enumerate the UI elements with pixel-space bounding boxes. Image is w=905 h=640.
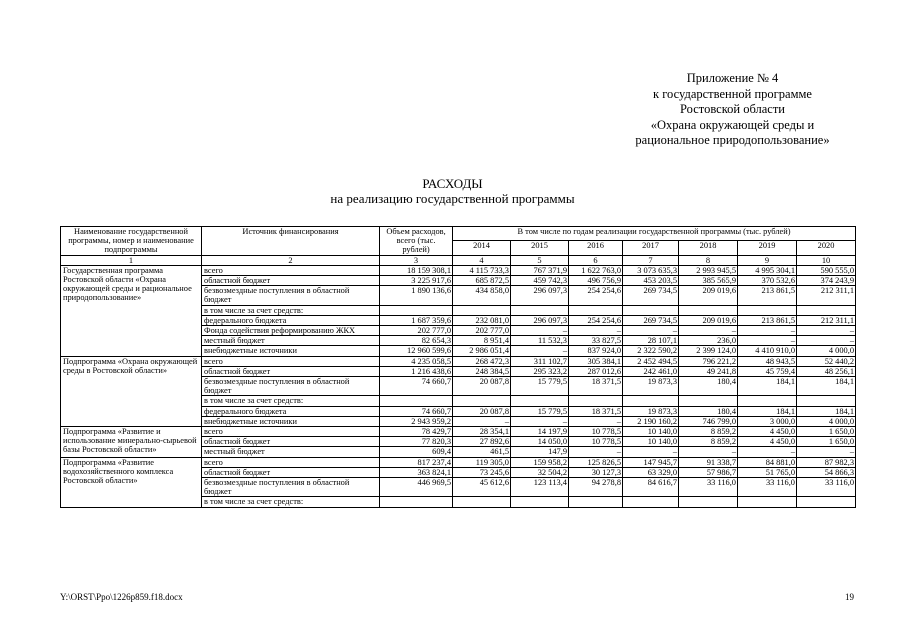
year-value: 147,9 <box>511 447 569 457</box>
year-value: 1 650,0 <box>797 427 856 437</box>
year-value: 184,1 <box>738 377 797 396</box>
year-value: 159 958,2 <box>511 457 569 467</box>
total-value: 817 237,4 <box>380 457 453 467</box>
year-value: – <box>453 416 511 426</box>
year-value: 590 555,0 <box>797 265 856 275</box>
year-value: 32 504,2 <box>511 467 569 477</box>
year-value: 4 000,0 <box>797 346 856 356</box>
column-number: 2 <box>202 255 380 265</box>
header-name: Наименование государственной программы, номер и наименование подпрограммы <box>61 227 202 256</box>
year-value: 296 097,3 <box>511 315 569 325</box>
header-year: 2019 <box>738 241 797 255</box>
year-value <box>738 497 797 507</box>
year-value: 212 311,1 <box>797 315 856 325</box>
funding-source: областной бюджет <box>202 467 380 477</box>
year-value <box>569 305 623 315</box>
year-value: – <box>797 326 856 336</box>
footer-file-path: Y:\ORST\Ppo\1226p859.f18.docx <box>60 592 183 602</box>
funding-source: Фонда содействия реформированию ЖКХ <box>202 326 380 336</box>
year-value: 374 243,9 <box>797 276 856 286</box>
year-value: 10 778,5 <box>569 437 623 447</box>
year-value: 461,5 <box>453 447 511 457</box>
year-value: – <box>797 447 856 457</box>
year-value: 63 329,0 <box>623 467 679 477</box>
year-value: 33 827,5 <box>569 336 623 346</box>
year-value: 254 254,6 <box>569 315 623 325</box>
total-value: 74 660,7 <box>380 406 453 416</box>
year-value: 4 410 910,0 <box>738 346 797 356</box>
year-value: 4 115 733,3 <box>453 265 511 275</box>
year-value: 184,1 <box>797 406 856 416</box>
header-source: Источник финансирования <box>202 227 380 256</box>
year-value: 184,1 <box>797 377 856 396</box>
year-value: 28 107,1 <box>623 336 679 346</box>
header-year: 2016 <box>569 241 623 255</box>
year-value <box>623 396 679 406</box>
year-value: 209 019,6 <box>679 286 738 305</box>
year-value: 49 241,8 <box>679 366 738 376</box>
table-row <box>61 356 856 366</box>
year-value: 147 945,7 <box>623 457 679 467</box>
year-value: 30 127,3 <box>569 467 623 477</box>
appendix-line: рациональное природопользование» <box>635 133 830 148</box>
funding-source: федерального бюджета <box>202 315 380 325</box>
year-value: – <box>623 447 679 457</box>
appendix-line: «Охрана окружающей среды и <box>650 117 815 132</box>
total-value: 82 654,3 <box>380 336 453 346</box>
year-value <box>797 396 856 406</box>
year-value: – <box>569 416 623 426</box>
funding-source: безвозмездные поступления в областной бюджет <box>202 377 380 396</box>
year-value: 4 995 304,1 <box>738 265 797 275</box>
year-value: 236,0 <box>679 336 738 346</box>
year-value: 254 254,6 <box>569 286 623 305</box>
column-number: 5 <box>511 255 569 265</box>
year-value: 51 765,0 <box>738 467 797 477</box>
year-value: 28 354,1 <box>453 427 511 437</box>
funding-source: безвозмездные поступления в областной бюджет <box>202 478 380 497</box>
year-value: – <box>797 336 856 346</box>
year-value <box>453 497 511 507</box>
year-value: 10 778,5 <box>569 427 623 437</box>
year-value: 202 777,0 <box>453 326 511 336</box>
year-value <box>679 305 738 315</box>
column-number: 7 <box>623 255 679 265</box>
year-value: – <box>511 346 569 356</box>
year-value <box>738 396 797 406</box>
year-value <box>738 305 797 315</box>
year-value: 19 873,3 <box>623 377 679 396</box>
appendix-line: к государственной программе <box>653 86 812 101</box>
year-value: 18 371,5 <box>569 377 623 396</box>
year-value: – <box>679 447 738 457</box>
header-year: 2017 <box>623 241 679 255</box>
year-value: 10 140,0 <box>623 427 679 437</box>
appendix-line: Ростовской области <box>680 102 785 117</box>
year-value: 2 452 494,5 <box>623 356 679 366</box>
year-value: 287 012,6 <box>569 366 623 376</box>
year-value: 8 859,2 <box>679 437 738 447</box>
page-number: 19 <box>845 592 854 602</box>
year-value: 18 371,5 <box>569 406 623 416</box>
year-value: 2 322 590,2 <box>623 346 679 356</box>
year-value: 19 873,3 <box>623 406 679 416</box>
year-value: 45 759,4 <box>738 366 797 376</box>
total-value: 2 943 959,2 <box>380 416 453 426</box>
funding-source: всего <box>202 265 380 275</box>
program-name: Подпрограмма «Развитие и использование минерально-сырьевой базы Ростовской области» <box>61 427 202 458</box>
year-value <box>569 396 623 406</box>
year-value: 837 924,0 <box>569 346 623 356</box>
year-value <box>679 396 738 406</box>
year-value: – <box>569 447 623 457</box>
year-value: 54 866,3 <box>797 467 856 477</box>
year-value: 180,4 <box>679 377 738 396</box>
year-value: 4 450,0 <box>738 427 797 437</box>
year-value: 10 140,0 <box>623 437 679 447</box>
total-value: 609,4 <box>380 447 453 457</box>
year-value: – <box>738 336 797 346</box>
funding-source: всего <box>202 356 380 366</box>
year-value: 73 245,6 <box>453 467 511 477</box>
funding-source: в том числе за счет средств: <box>202 497 380 507</box>
year-value: 15 779,5 <box>511 377 569 396</box>
year-value: 295 323,2 <box>511 366 569 376</box>
total-value: 1 216 438,6 <box>380 366 453 376</box>
year-value: 213 861,5 <box>738 315 797 325</box>
funding-source: безвозмездные поступления в областной бюджет <box>202 286 380 305</box>
year-value: 33 116,0 <box>797 478 856 497</box>
year-value: 496 756,9 <box>569 276 623 286</box>
total-value: 4 235 058,5 <box>380 356 453 366</box>
header-volume: Объем расходов, всего (тыс. рублей) <box>380 227 453 256</box>
appendix-line: Приложение № 4 <box>686 71 779 85</box>
year-value: 20 087,8 <box>453 377 511 396</box>
expenses-table <box>60 226 856 508</box>
year-value: 269 734,5 <box>623 315 679 325</box>
year-value <box>623 497 679 507</box>
year-value: 125 826,5 <box>569 457 623 467</box>
program-name: Подпрограмма «Охрана окружающей среды в Ростовской области» <box>61 356 202 426</box>
year-value: 8 951,4 <box>453 336 511 346</box>
year-value <box>797 305 856 315</box>
year-value: 2 993 945,5 <box>679 265 738 275</box>
year-value: 180,4 <box>679 406 738 416</box>
year-value <box>569 497 623 507</box>
year-value: 2 399 124,0 <box>679 346 738 356</box>
year-value: 311 102,7 <box>511 356 569 366</box>
year-value: 119 305,0 <box>453 457 511 467</box>
funding-source: внебюджетные источники <box>202 416 380 426</box>
year-value: 14 197,9 <box>511 427 569 437</box>
funding-source: областной бюджет <box>202 366 380 376</box>
year-value: 685 872,5 <box>453 276 511 286</box>
total-value <box>380 497 453 507</box>
funding-source: местный бюджет <box>202 336 380 346</box>
column-number: 8 <box>679 255 738 265</box>
funding-source: в том числе за счет средств: <box>202 305 380 315</box>
year-value: 11 532,3 <box>511 336 569 346</box>
year-value <box>453 396 511 406</box>
year-value: 91 338,7 <box>679 457 738 467</box>
year-value: 746 799,0 <box>679 416 738 426</box>
header-year: 2018 <box>679 241 738 255</box>
year-value: – <box>679 326 738 336</box>
total-value: 1 687 359,6 <box>380 315 453 325</box>
total-value: 3 225 917,6 <box>380 276 453 286</box>
table-body <box>61 265 856 507</box>
total-value <box>380 305 453 315</box>
year-value: 8 859,2 <box>679 427 738 437</box>
year-value: 268 472,3 <box>453 356 511 366</box>
year-value: 305 384,1 <box>569 356 623 366</box>
header-years-group: В том числе по годам реализации государственной программы (тыс. рублей) <box>453 227 856 241</box>
year-value: 87 982,3 <box>797 457 856 467</box>
year-value: – <box>738 447 797 457</box>
table-row <box>61 457 856 467</box>
year-value: – <box>738 326 797 336</box>
year-value: 242 461,0 <box>623 366 679 376</box>
column-number: 9 <box>738 255 797 265</box>
year-value: 4 000,0 <box>797 416 856 426</box>
table-row <box>61 265 856 275</box>
year-value: 370 532,6 <box>738 276 797 286</box>
year-value <box>511 396 569 406</box>
year-value <box>453 305 511 315</box>
funding-source: федерального бюджета <box>202 406 380 416</box>
year-value: 767 371,9 <box>511 265 569 275</box>
year-value: 296 097,3 <box>511 286 569 305</box>
year-value: 453 203,5 <box>623 276 679 286</box>
column-number: 3 <box>380 255 453 265</box>
year-value: 459 742,3 <box>511 276 569 286</box>
funding-source: всего <box>202 457 380 467</box>
total-value: 18 159 308,1 <box>380 265 453 275</box>
year-value: 45 612,6 <box>453 478 511 497</box>
year-value: 1 650,0 <box>797 437 856 447</box>
column-number: 6 <box>569 255 623 265</box>
year-value: 212 311,1 <box>797 286 856 305</box>
program-name: Государственная программа Ростовской области «Охрана окружающей среды и рациональное природопользование» <box>61 265 202 356</box>
year-value: 48 943,5 <box>738 356 797 366</box>
funding-source: в том числе за счет средств: <box>202 396 380 406</box>
year-value: 15 779,5 <box>511 406 569 416</box>
total-value: 77 820,3 <box>380 437 453 447</box>
year-value: 84 881,0 <box>738 457 797 467</box>
funding-source: местный бюджет <box>202 447 380 457</box>
year-value: 3 000,0 <box>738 416 797 426</box>
year-value: 94 278,8 <box>569 478 623 497</box>
year-value: 48 256,1 <box>797 366 856 376</box>
program-name: Подпрограмма «Развитие водохозяйственного комплекса Ростовской области» <box>61 457 202 507</box>
year-value: – <box>511 416 569 426</box>
year-value: 33 116,0 <box>738 478 797 497</box>
funding-source: внебюджетные источники <box>202 346 380 356</box>
funding-source: областной бюджет <box>202 276 380 286</box>
year-value <box>511 497 569 507</box>
column-number: 10 <box>797 255 856 265</box>
year-value: 3 073 635,3 <box>623 265 679 275</box>
funding-source: всего <box>202 427 380 437</box>
total-value: 74 660,7 <box>380 377 453 396</box>
total-value: 202 777,0 <box>380 326 453 336</box>
total-value <box>380 396 453 406</box>
year-value <box>679 497 738 507</box>
year-value: 434 858,0 <box>453 286 511 305</box>
year-value: 33 116,0 <box>679 478 738 497</box>
year-value: 20 087,8 <box>453 406 511 416</box>
table-row <box>61 427 856 437</box>
header-year: 2015 <box>511 241 569 255</box>
total-value: 12 960 599,6 <box>380 346 453 356</box>
year-value: 27 892,6 <box>453 437 511 447</box>
year-value: 14 050,0 <box>511 437 569 447</box>
year-value: 209 019,6 <box>679 315 738 325</box>
year-value: 232 081,0 <box>453 315 511 325</box>
year-value <box>511 305 569 315</box>
appendix-caption <box>560 71 905 149</box>
year-value <box>797 497 856 507</box>
year-value: 52 440,2 <box>797 356 856 366</box>
year-value: 796 221,2 <box>679 356 738 366</box>
year-value: 269 734,5 <box>623 286 679 305</box>
document-subtitle: на реализацию государственной программы <box>330 191 575 206</box>
funding-source: областной бюджет <box>202 437 380 447</box>
year-value <box>623 305 679 315</box>
total-value: 363 824,1 <box>380 467 453 477</box>
column-number: 1 <box>61 255 202 265</box>
year-value: 84 616,7 <box>623 478 679 497</box>
year-value: 123 113,4 <box>511 478 569 497</box>
header-year: 2020 <box>797 241 856 255</box>
total-value: 1 890 136,6 <box>380 286 453 305</box>
year-value: 248 384,5 <box>453 366 511 376</box>
year-value: – <box>623 326 679 336</box>
document-title: РАСХОДЫ <box>422 176 483 191</box>
year-value: 4 450,0 <box>738 437 797 447</box>
year-value: 2 986 051,4 <box>453 346 511 356</box>
total-value: 78 429,7 <box>380 427 453 437</box>
year-value: 213 861,5 <box>738 286 797 305</box>
year-value: – <box>569 326 623 336</box>
year-value: 57 986,7 <box>679 467 738 477</box>
column-number: 4 <box>453 255 511 265</box>
year-value: 385 565,9 <box>679 276 738 286</box>
year-value: 184,1 <box>738 406 797 416</box>
header-year: 2014 <box>453 241 511 255</box>
year-value: 2 190 160,2 <box>623 416 679 426</box>
year-value: – <box>511 326 569 336</box>
total-value: 446 969,5 <box>380 478 453 497</box>
year-value: 1 622 763,0 <box>569 265 623 275</box>
